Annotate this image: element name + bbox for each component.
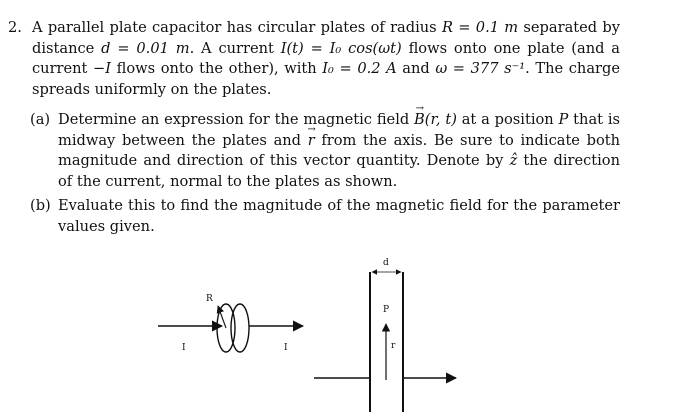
amplitude-expression: I₀ = 0.2 A	[322, 60, 397, 77]
part-b-label: (b)	[30, 197, 51, 214]
plate-ellipse-right	[231, 304, 249, 352]
label-P: P	[383, 305, 390, 315]
part-b	[30, 196, 620, 237]
part-b-text: Evaluate this to find the magnitude of the magnetic field for the parameter values given.	[58, 197, 620, 235]
problem-statement	[8, 18, 620, 100]
intro-text: . The charge spreads uniformly on the plates.	[32, 60, 620, 98]
capacitor-figure	[0, 250, 700, 420]
problem-intro	[32, 18, 620, 100]
part-a-segment: that is midway between the plates and	[58, 111, 621, 149]
intro-text: and	[396, 60, 436, 77]
current-loop-diagram	[158, 294, 303, 353]
intro-text: flows onto one plate (and a current	[32, 39, 620, 77]
label-d: d	[383, 258, 389, 268]
r-vector-symbol: → r	[308, 131, 315, 152]
negative-current: −I	[93, 60, 112, 77]
intro-text: A parallel plate capacitor has circular plates of radius	[32, 19, 442, 36]
point-p-symbol: P	[558, 111, 569, 128]
part-a-text	[58, 110, 620, 192]
label-I-right: I	[284, 343, 288, 353]
radius-expression: R = 0.1 m	[441, 19, 519, 36]
radius-arrow	[218, 306, 226, 328]
part-a-segment: from the axis. Be sure to indicate both magnitude and direction of this vector quantity. Denote by	[58, 131, 620, 169]
problem-number: 2.	[8, 19, 22, 36]
label-r: r	[391, 341, 396, 351]
intro-text: separated by distance	[32, 19, 620, 57]
part-a-segment: Determine an expression for the magnetic field	[58, 111, 415, 128]
omega-expression: ω = 377 s⁻¹	[435, 60, 526, 77]
field-vector-symbol: → B	[414, 110, 425, 131]
capacitor-side-view	[314, 258, 456, 412]
part-a-label: (a)	[30, 111, 51, 128]
intro-text: . A current	[189, 39, 281, 57]
part-a	[30, 110, 620, 192]
intro-text: flows onto the other), with	[111, 60, 323, 77]
label-R: R	[206, 294, 213, 304]
distance-expression: d = 0.01 m	[101, 39, 190, 57]
zhat-symbol: ẑ	[509, 152, 518, 169]
current-expression: I(t) = I₀ cos(ωt)	[280, 39, 402, 57]
label-I-left: I	[182, 343, 186, 353]
field-arguments: (r, t)	[424, 111, 457, 128]
part-a-segment: at a position	[456, 111, 559, 128]
part-a-segment: the direction of the current, normal to the plates as shown.	[58, 152, 620, 190]
